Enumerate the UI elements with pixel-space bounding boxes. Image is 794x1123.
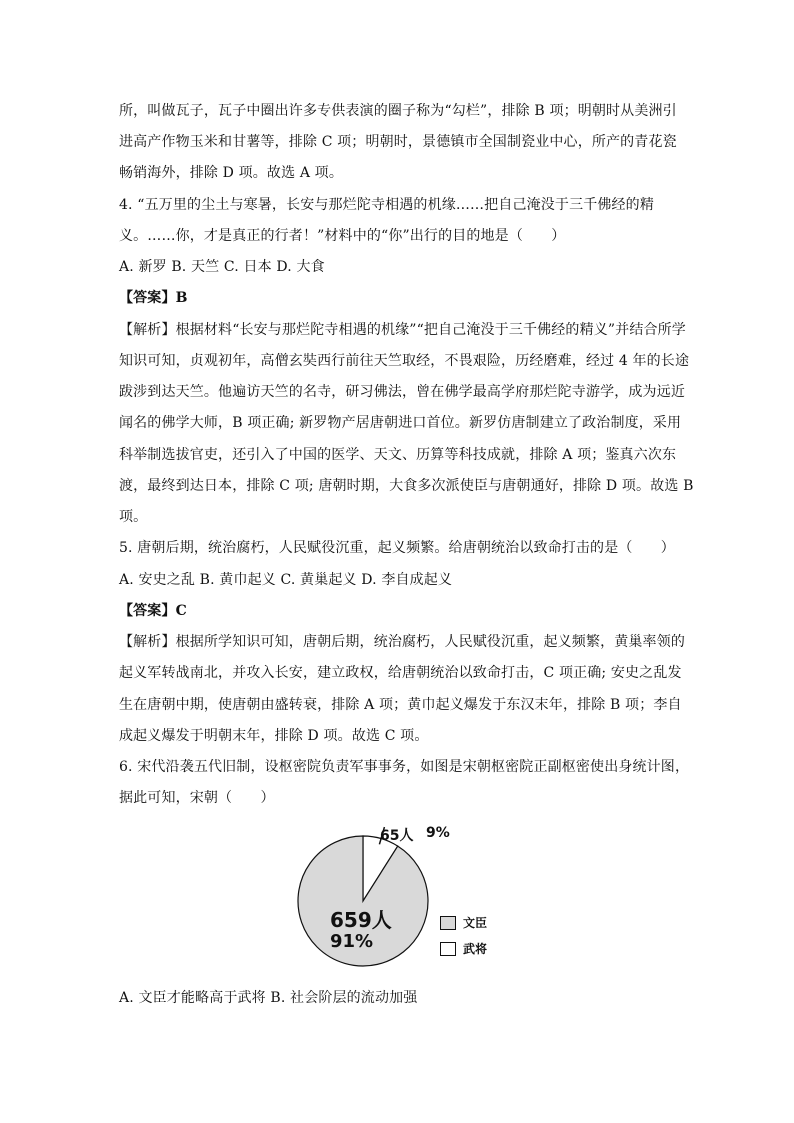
question-4-options: A. 新罗 B. 天竺 C. 日本 D. 大食 — [119, 259, 325, 275]
question-5-analysis-line-2: 起义军转战南北，并攻入长安，建立政权，给唐朝统治以致命打击，C 项正确; 安史之乱发 — [119, 665, 682, 681]
question-4-answer: 【答案】B — [119, 290, 188, 306]
legend-swatch-wenchen — [440, 916, 456, 930]
question-4-analysis-line-1: 【解析】根据材料“长安与那烂陀寺相遇的机缘”“把自己淹没于三千佛经的精义”并结合所学 — [119, 322, 686, 338]
paragraph-line-1: 所，叫做瓦子，瓦子中圈出许多专供表演的圈子称为“勾栏”，排除 B 项；明朝时从美洲引 — [119, 103, 677, 119]
question-5-line-1: 5. 唐朝后期，统治腐朽，人民赋役沉重，起义频繁。给唐朝统治以致命打击的是（ ） — [119, 540, 675, 556]
legend-label-wenchen: 文臣 — [463, 916, 488, 930]
question-6-line-2: 据此可知，宋朝（ ） — [119, 790, 275, 806]
wujiang-count-label: 65人 — [380, 828, 414, 844]
question-4-analysis-line-3: 跋涉到达天竺。他遍访天竺的名寺，研习佛法，曾在佛学最高学府那烂陀寺游学，成为远近 — [119, 384, 685, 400]
paragraph-line-3: 畅销海外，排除 D 项。故选 A 项。 — [119, 165, 343, 181]
question-6-options: A. 文臣才能略高于武将 B. 社会阶层的流动加强 — [119, 990, 418, 1006]
question-4-analysis-line-4: 闻名的佛学大师，B 项正确; 新罗物产居唐朝进口首位。新罗仿唐制建立了政治制度，采用 — [119, 415, 682, 431]
question-4-analysis-line-5: 科举制选拔官吏，还引入了中国的医学、天文、历算等科技成就，排除 A 项；鉴真六次东 — [119, 447, 677, 463]
legend-label-wujiang: 武将 — [463, 942, 488, 956]
question-5-answer: 【答案】C — [119, 603, 187, 619]
question-5-analysis-line-1: 【解析】根据所学知识可知，唐朝后期，统治腐朽，人民赋役沉重，起义频繁，黄巢率领的 — [119, 634, 685, 650]
legend-swatch-wujiang — [440, 942, 456, 956]
paragraph-line-2: 进高产作物玉米和甘薯等，排除 C 项；明朝时，景德镇市全国制瓷业中心，所产的青花瓷 — [119, 134, 677, 150]
question-5-analysis-line-4: 成起义爆发于明朝末年，排除 D 项。故选 C 项。 — [119, 728, 429, 744]
question-5-analysis-line-3: 生在唐朝中期，使唐朝由盛转衰，排除 A 项；黄巾起义爆发于东汉末年，排除 B 项；李自 — [119, 697, 682, 713]
wenchen-count-label: 659人 — [330, 908, 392, 932]
question-4-line-1: 4. “五万里的尘土与寒暑，长安与那烂陀寺相遇的机缘……把自己淹没于三千佛经的精 — [119, 197, 654, 213]
question-6-line-1: 6. 宋代沿袭五代旧制，设枢密院负责军事事务，如图是宋朝枢密院正副枢密使出身统计图， — [119, 759, 690, 775]
question-4-analysis-line-2: 知识可知，贞观初年，高僧玄奘西行前往天竺取经，不畏艰险，历经磨难，经过 4 年的长途 — [119, 353, 690, 369]
question-4-analysis-line-6: 渡，最终到达日本，排除 C 项; 唐朝时期，大食多次派使臣与唐朝通好，排除 D 项。故选 B — [119, 478, 694, 494]
wujiang-percent-label: 9% — [426, 825, 450, 841]
wenchen-percent-label: 91% — [330, 931, 374, 952]
question-5-options: A. 安史之乱 B. 黄巾起义 C. 黄巢起义 D. 李自成起义 — [119, 572, 453, 588]
question-4-analysis-line-7: 项。 — [119, 509, 148, 525]
pie-chart — [290, 818, 520, 978]
question-4-line-2: 义。……你，才是真正的行者！”材料中的“你”出行的目的地是（ ） — [119, 228, 566, 244]
